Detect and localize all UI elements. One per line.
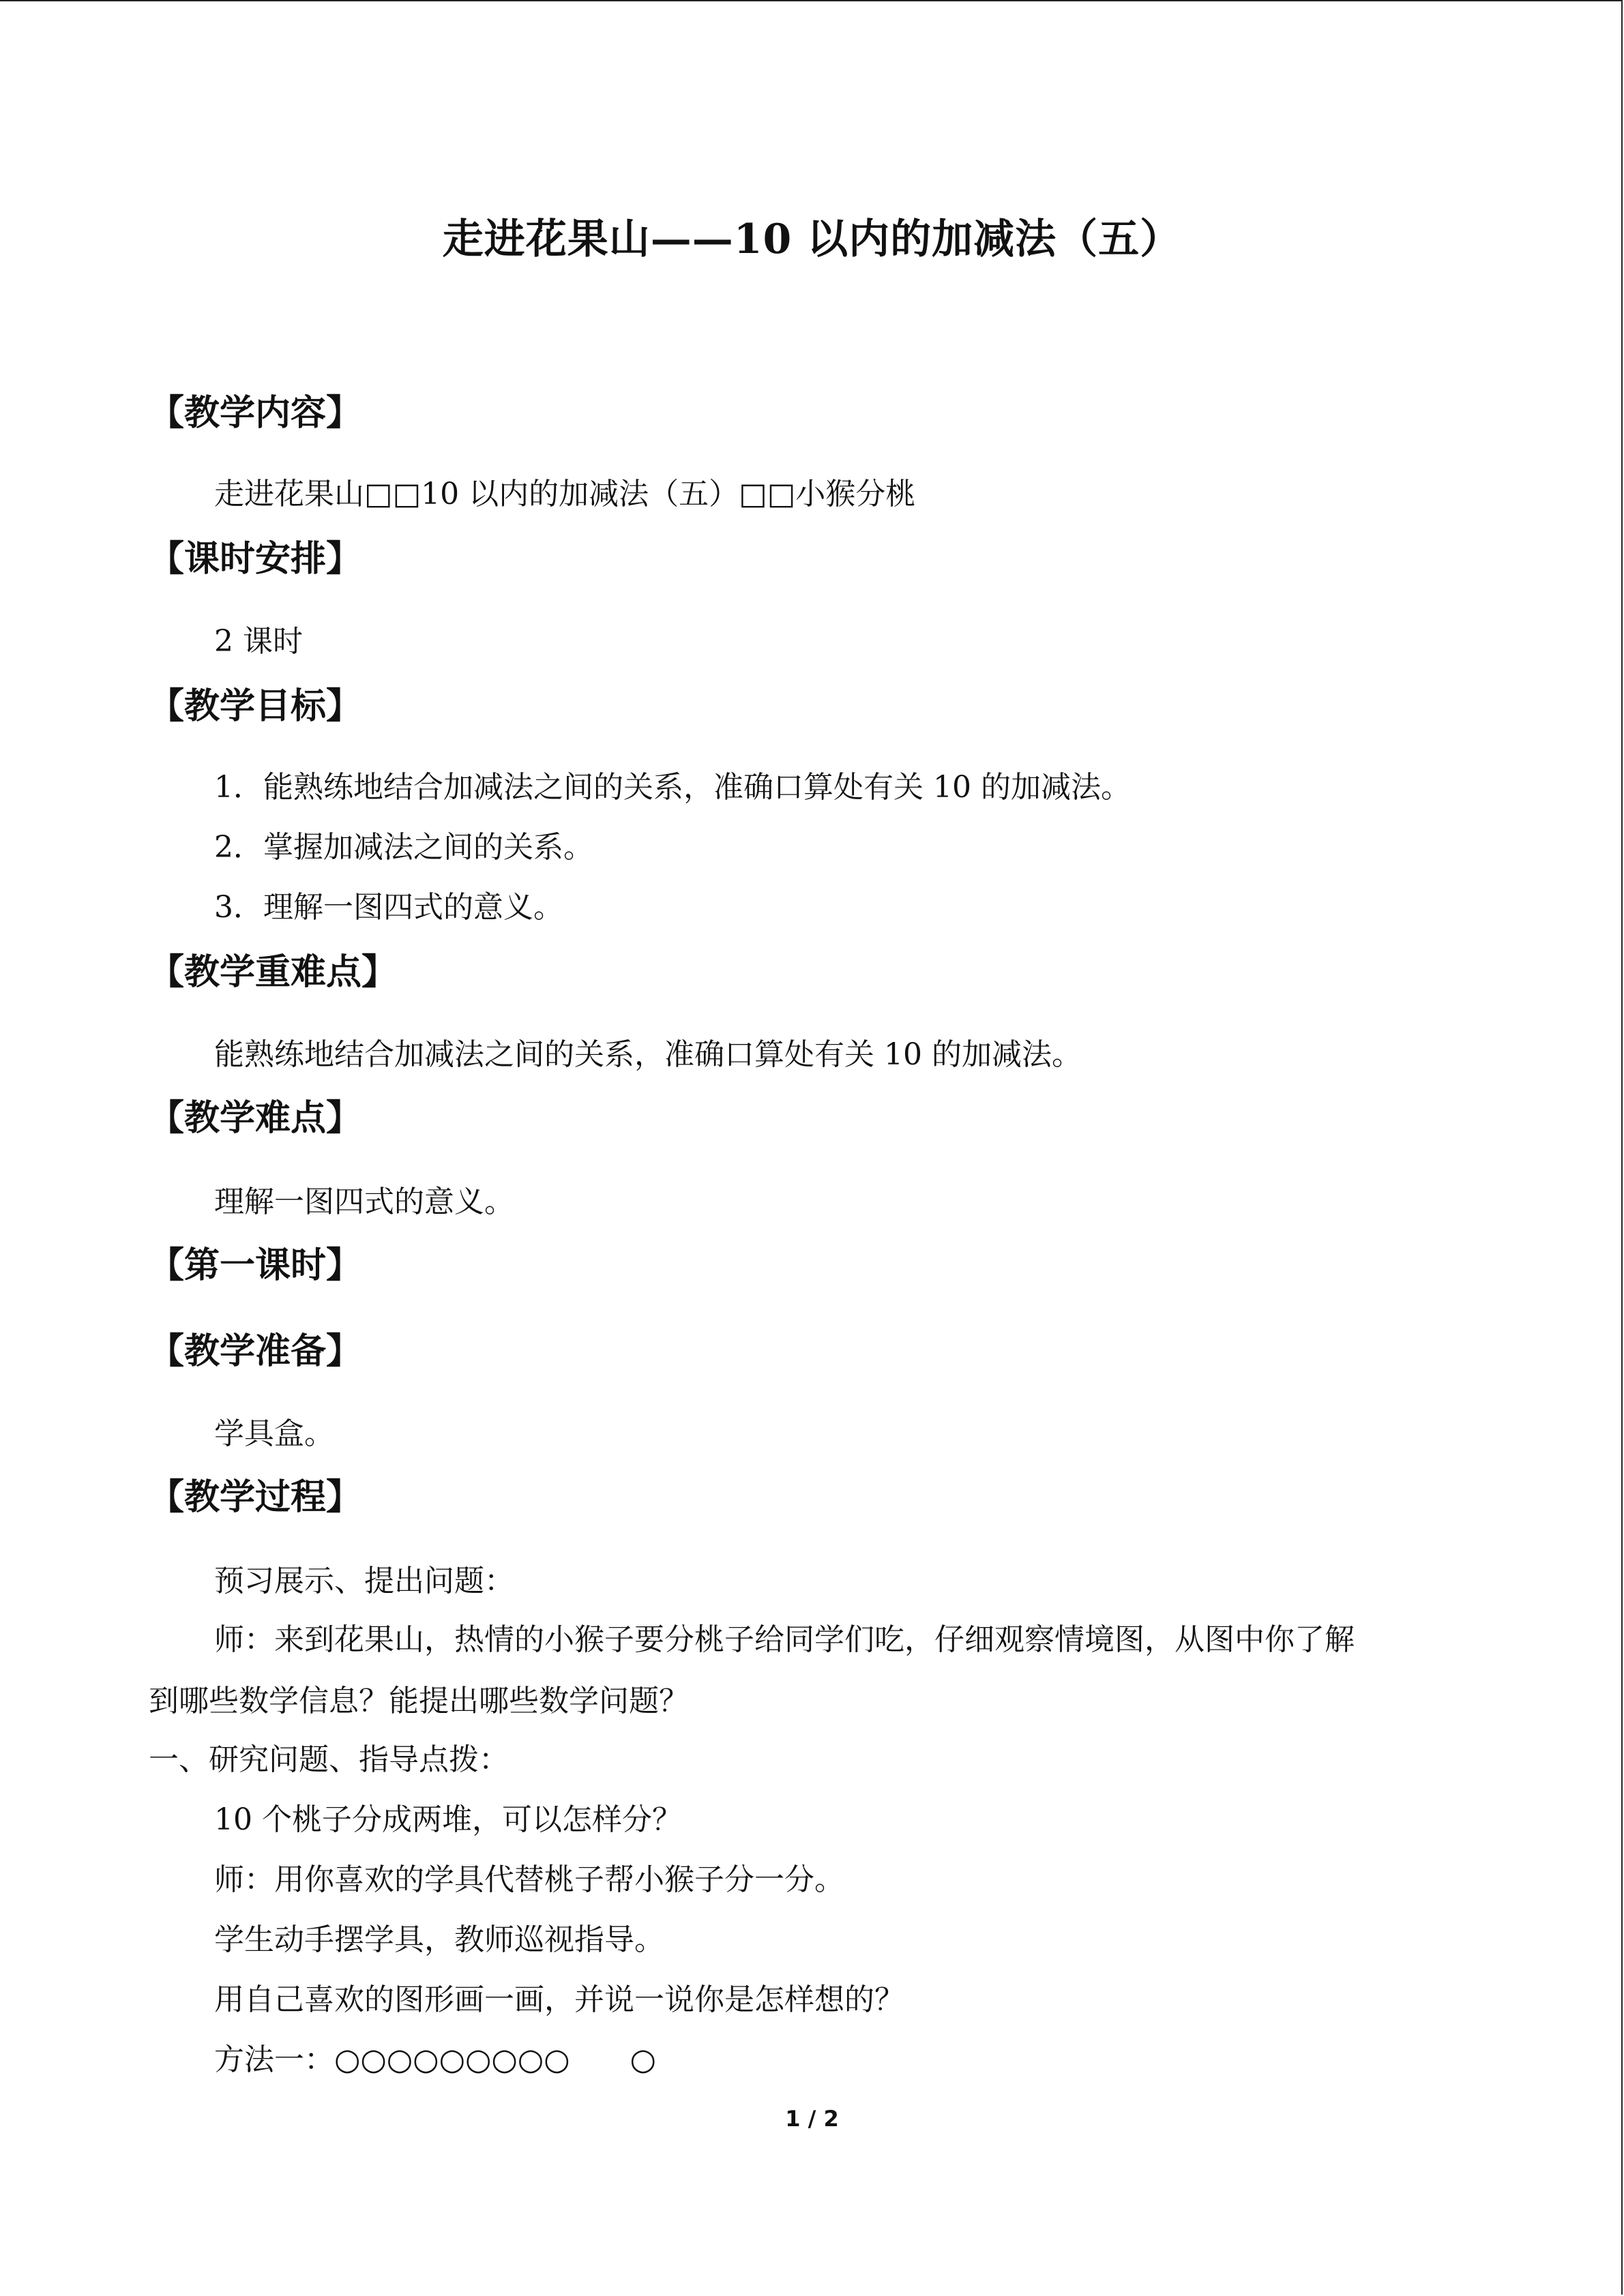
key-difficulty-text: 能熟练地结合加减法之间的关系，准确口算处有关 10 的加减法。 [214,1037,1082,1072]
teaching-content-text: 走进花果山□□10 以内的加减法（五）□□小猴分桃 [214,477,916,511]
page-number: 1 / 2 [785,2106,839,2132]
process-question-1: 10 个桃子分成两堆，可以怎样分？ [214,1802,682,1837]
document-title: 走进花果山——10 以内的加减法（五） [442,215,1182,263]
process-teacher-2: 师：用你喜欢的学具代替桃子帮小猴子分一分。 [214,1862,844,1897]
heading-first-lesson: 【第一课时】 [149,1244,362,1286]
process-activity: 学生动手摆学具，教师巡视指导。 [214,1922,664,1957]
process-preview: 预习展示、提出问题： [214,1564,514,1598]
goal-item-3: 3．理解一图四式的意义。 [214,890,563,925]
heading-schedule: 【课时安排】 [149,538,362,580]
goal-item-2: 2．掌握加减法之间的关系。 [214,830,593,865]
difficulty-text: 理解一图四式的意义。 [214,1184,514,1219]
process-method-1: 方法一：○○○○○○○○○ ○ [214,2042,656,2077]
process-teacher-line-1: 师：来到花果山，热情的小猴子要分桃子给同学们吃，仔细观察情境图，从图中你了解 [214,1622,1355,1657]
heading-process: 【教学过程】 [149,1476,362,1518]
heading-difficulty: 【教学难点】 [149,1097,362,1139]
process-draw: 用自己喜欢的图形画一画，并说一说你是怎样想的？ [214,1982,904,2017]
preparation-text: 学具盒。 [214,1416,334,1451]
heading-goals: 【教学目标】 [149,685,362,727]
schedule-text: 2 课时 [214,624,303,659]
process-teacher-line-2: 到哪些数学信息？能提出哪些数学问题？ [149,1684,689,1718]
heading-key-difficulty: 【教学重难点】 [149,951,398,993]
heading-teaching-content: 【教学内容】 [149,392,362,434]
heading-preparation: 【教学准备】 [149,1330,362,1372]
goal-item-1: 1．能熟练地结合加减法之间的关系，准确口算处有关 10 的加减法。 [214,770,1131,805]
process-step-1: 一、研究问题、指导点拨： [149,1742,509,1777]
